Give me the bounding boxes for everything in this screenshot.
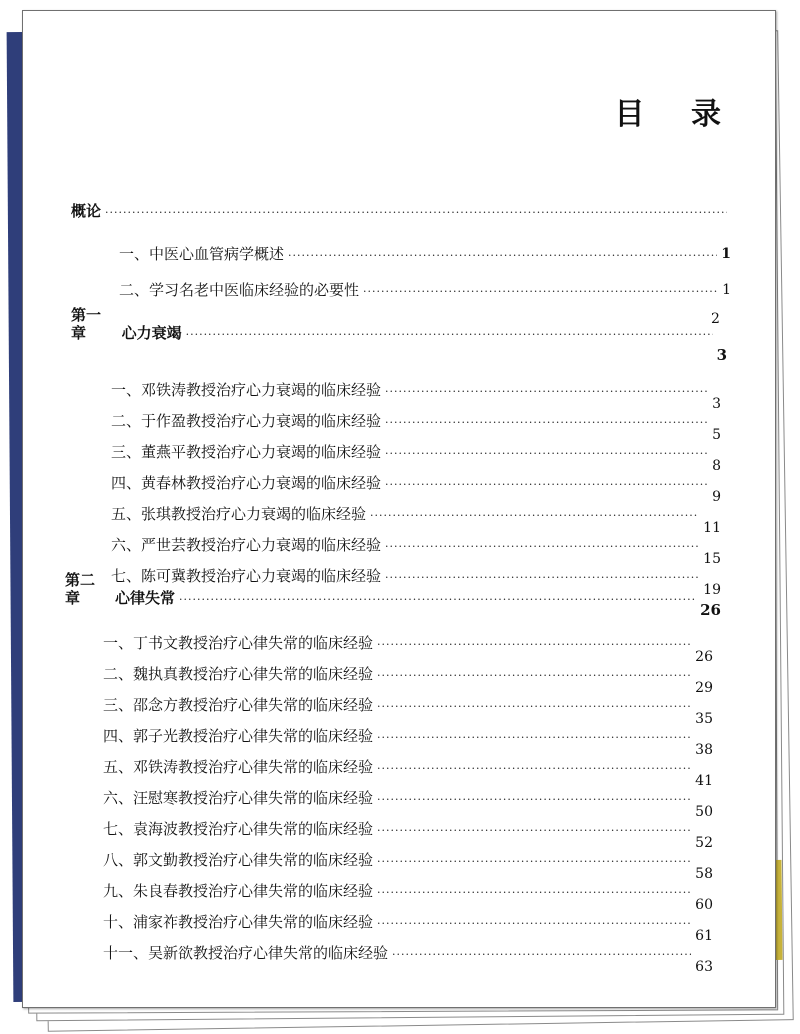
chapter-number: 第二章: [65, 571, 96, 607]
entry-page: 58: [695, 866, 713, 882]
chapter-number: 第一章: [71, 306, 102, 342]
toc-entry[interactable]: [103, 785, 713, 820]
dot-leader: [385, 385, 708, 399]
toc-entry[interactable]: [103, 723, 713, 758]
toc-entry[interactable]: [111, 439, 721, 474]
entry-label: 十一、吴新欲教授治疗心律失常的临床经验: [103, 944, 389, 962]
dot-leader: [288, 249, 717, 263]
toc-entry[interactable]: [103, 630, 713, 665]
entry-label: 六、严世芸教授治疗心力衰竭的临床经验: [111, 536, 382, 554]
toc-entry[interactable]: [103, 754, 713, 789]
toc-entry[interactable]: [111, 377, 721, 412]
entry-page: 19: [703, 582, 721, 598]
dot-leader: [377, 731, 691, 745]
entry-page: 2: [711, 311, 720, 327]
chapter-page: 26: [700, 601, 721, 619]
entry-page: 50: [695, 804, 713, 820]
entry-page: 5: [712, 427, 721, 443]
entry-label: 十、浦家祚教授治疗心律失常的临床经验: [103, 913, 374, 931]
toc-entry[interactable]: [103, 692, 713, 727]
chapter-page: 3: [716, 346, 727, 364]
entry-label: 三、邵念方教授治疗心律失常的临床经验: [103, 696, 374, 714]
toc-entry[interactable]: [111, 501, 721, 536]
entry-label: 五、邓铁涛教授治疗心律失常的临床经验: [103, 758, 374, 776]
entry-label: 二、学习名老中医临床经验的必要性: [119, 281, 360, 299]
dot-leader: [377, 855, 691, 869]
entry-label: 六、汪慰寒教授治疗心律失常的临床经验: [103, 789, 374, 807]
entry-page: 3: [712, 396, 721, 412]
dot-leader: [377, 917, 691, 931]
entry-label: 一、邓铁涛教授治疗心力衰竭的临床经验: [111, 381, 382, 399]
entry-page: 1: [722, 282, 731, 298]
dot-leader: [105, 206, 727, 220]
toc-entry[interactable]: [119, 241, 731, 263]
entry-label: 四、黄春林教授治疗心力衰竭的临床经验: [111, 474, 382, 492]
dot-leader: [179, 593, 696, 607]
entry-label: 四、郭子光教授治疗心律失常的临床经验: [103, 727, 374, 745]
toc-section-overview[interactable]: [71, 198, 731, 220]
entry-page: 61: [695, 928, 713, 944]
chapter-label: 心律失常: [114, 589, 175, 607]
toc-entry[interactable]: [103, 816, 713, 851]
entry-label: 二、魏执真教授治疗心律失常的临床经验: [103, 665, 374, 683]
entry-page: 1: [721, 246, 731, 262]
dot-leader: [385, 540, 699, 554]
toc-entry[interactable]: [103, 878, 713, 913]
chapter-label: 心力衰竭: [121, 324, 182, 342]
toc-entry[interactable]: [111, 532, 721, 567]
toc-entry[interactable]: [103, 940, 713, 975]
dot-leader: [377, 669, 691, 683]
entry-page: 29: [695, 680, 713, 696]
page-title: 目 录: [614, 97, 739, 132]
dot-leader: [186, 328, 713, 342]
entry-label: 七、陈可冀教授治疗心力衰竭的临床经验: [111, 567, 382, 585]
toc-chapter-1[interactable]: [71, 306, 727, 364]
entry-page: 60: [695, 897, 713, 913]
entry-page: 41: [695, 773, 713, 789]
dot-leader: [377, 824, 691, 838]
entry-page: 26: [695, 649, 713, 665]
dot-leader: [363, 285, 718, 299]
toc-page: [22, 10, 776, 1008]
toc-entry[interactable]: [111, 470, 721, 505]
dot-leader: [392, 948, 691, 962]
entry-page: 9: [712, 489, 721, 505]
dot-leader: [377, 762, 691, 776]
entry-label: 一、中医心血管病学概述: [119, 245, 285, 263]
toc-entry[interactable]: [111, 408, 721, 443]
dot-leader: [377, 793, 691, 807]
dot-leader: [385, 416, 708, 430]
entry-label: 八、郭文勤教授治疗心律失常的临床经验: [103, 851, 374, 869]
entry-page: 52: [695, 835, 713, 851]
toc-entry[interactable]: [103, 847, 713, 882]
entry-label: 三、董燕平教授治疗心力衰竭的临床经验: [111, 443, 382, 461]
entry-page: 63: [695, 959, 713, 975]
entry-page: 15: [703, 551, 721, 567]
toc-entry[interactable]: [119, 277, 731, 299]
dot-leader: [377, 700, 691, 714]
section-label: 概论: [71, 202, 102, 220]
dot-leader: [385, 571, 699, 585]
entry-label: 九、朱良春教授治疗心律失常的临床经验: [103, 882, 374, 900]
dot-leader: [385, 447, 708, 461]
toc-entry[interactable]: [103, 661, 713, 696]
entry-page: 35: [695, 711, 713, 727]
entry-label: 五、张琪教授治疗心力衰竭的临床经验: [111, 505, 367, 523]
entry-page: 8: [712, 458, 721, 474]
entry-page: 38: [695, 742, 713, 758]
entry-label: 一、丁书文教授治疗心律失常的临床经验: [103, 634, 374, 652]
dot-leader: [377, 638, 691, 652]
entry-label: 七、袁海波教授治疗心律失常的临床经验: [103, 820, 374, 838]
dot-leader: [370, 509, 699, 523]
toc-entry[interactable]: [103, 909, 713, 944]
dot-leader: [385, 478, 708, 492]
entry-label: 二、于作盈教授治疗心力衰竭的临床经验: [111, 412, 382, 430]
dot-leader: [377, 886, 691, 900]
entry-page: 11: [703, 520, 721, 536]
